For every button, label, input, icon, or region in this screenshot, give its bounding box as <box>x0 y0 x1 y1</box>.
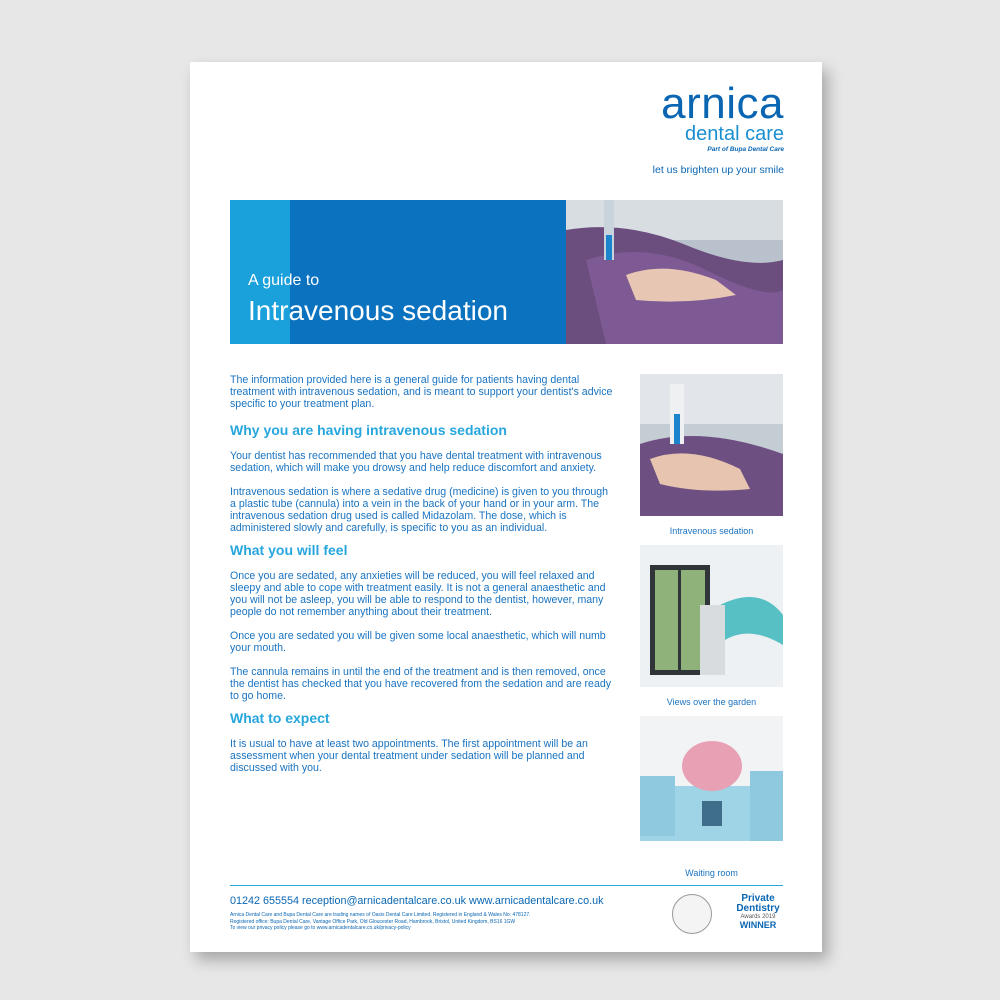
caption: Intravenous sedation <box>669 526 754 536</box>
sedation-photo <box>640 374 783 516</box>
footer-divider <box>230 885 783 886</box>
brand-sub: dental care <box>685 123 784 145</box>
section-heading-expect: What to expect <box>230 710 330 726</box>
side-photo-1 <box>640 374 783 536</box>
excellence-award-seal <box>672 894 712 934</box>
banner-photo <box>566 200 783 344</box>
waiting-room-photo <box>640 716 783 858</box>
award-line: Awards 2019 <box>740 914 776 920</box>
brand-name: arnica <box>661 79 784 128</box>
legal-line: Registered office: Bupa Dental Care, Vantage Office Park, Old Gloucester Road, Hambrook, Bristol, United Kingdom, BS16 1GW <box>230 918 516 925</box>
paragraph: It is usual to have at least two appointments. The first appointment will be an assessment when your dental treatment under sedation will be planned and discussed with you. <box>230 738 588 774</box>
side-photo-3 <box>640 716 783 878</box>
paragraph: The cannula remains in until the end of the treatment and is then removed, once the dentist has checked that you have recovered from the sedation and are ready to go home. <box>230 666 612 702</box>
brand-logo <box>661 79 784 153</box>
paragraph: Once you are sedated you will be given some local anaesthetic, which will numb your mouth. <box>230 630 606 654</box>
section-heading-feel: What you will feel <box>230 542 348 558</box>
main-content <box>230 374 613 786</box>
banner-subtitle: A guide to <box>248 272 320 289</box>
caption: Waiting room <box>685 868 738 878</box>
award-line: Dentistry <box>736 903 780 914</box>
brand-tagline: let us brighten up your smile <box>652 164 784 176</box>
private-dentistry-award <box>728 894 788 930</box>
caption: Views over the garden <box>666 697 757 707</box>
footer-contact: 01242 655554 reception@arnicadentalcare.co.uk www.arnicadentalcare.co.uk <box>230 895 604 907</box>
title-banner <box>230 200 783 344</box>
garden-photo <box>640 545 783 687</box>
footer-legal <box>230 912 630 932</box>
paragraph: Intravenous sedation is where a sedative drug (medicine) is given to you through a plastic tube (cannula) into a vein in the back of your hand or in your arm. The intravenous sedation drug used is called Midazolam. The dose, which is administered slowly and carefully, is specific to you as an individual. <box>230 486 609 534</box>
award-line: WINNER <box>739 920 777 930</box>
paragraph: Your dentist has recommended that you have dental treatment with intravenous sedation, which will make you drowsy and help reduce discomfort and anxiety. <box>230 450 602 474</box>
legal-line: Arnica Dental Care and Bupa Dental Care are trading names of Oasis Dental Care Limited. Registered in England & Wales No: 478127. <box>230 912 531 918</box>
legal-line: To view our privacy policy please go to www.arnicadentalcare.co.uk/privacy-policy <box>230 925 411 931</box>
paragraph: Once you are sedated, any anxieties will be reduced, you will feel relaxed and sleepy and able to cope with treatment easily. It is not a general anaesthetic and you will not be asleep, you will be able to respond to the dentist, however, many people do not remember anything about their treatment. <box>230 570 606 618</box>
side-photo-2 <box>640 545 783 707</box>
brand-part-of: Part of Bupa Dental Care <box>707 146 784 153</box>
award-line: Private <box>741 893 775 904</box>
intro-paragraph: The information provided here is a general guide for patients having dental treatment with intravenous sedation, and is meant to support your dentist's advice specific to your treatment plan. <box>230 374 613 410</box>
section-heading-why: Why you are having intravenous sedation <box>230 422 507 438</box>
document-page <box>190 62 822 952</box>
banner-title: Intravenous sedation <box>248 295 508 326</box>
